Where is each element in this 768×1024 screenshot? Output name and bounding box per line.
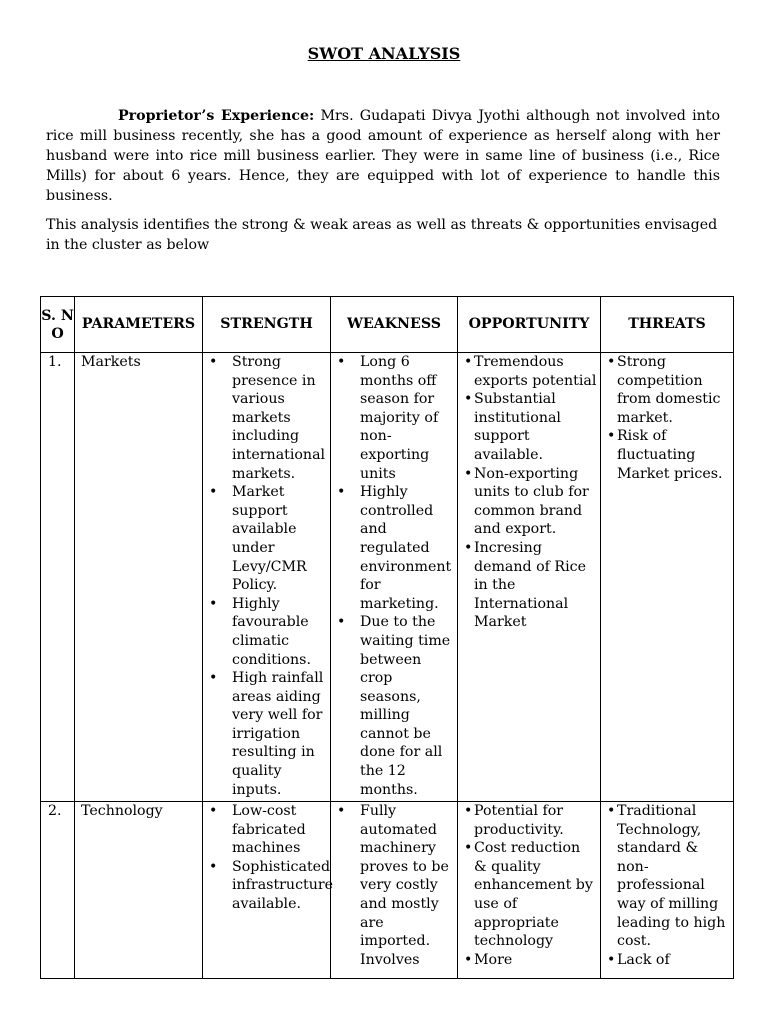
list-item: • Substantial institutional support available. [464, 390, 597, 464]
table-header-row [41, 297, 734, 353]
table-row [41, 802, 734, 979]
analysis-intro-paragraph: This analysis identifies the strong & weak areas as well as threats & opportunities envisaged in the cluster as below [46, 217, 718, 253]
list-item: • Sophisticated infrastructure available. [209, 858, 327, 914]
swot-table [40, 296, 734, 979]
proprietor-experience-paragraph [46, 106, 720, 206]
opportunity-cell [458, 353, 601, 802]
list-item: • Risk of fluctuating Market prices. [607, 427, 730, 483]
header-sno: S. N O [41, 297, 75, 353]
header-opportunity: OPPORTUNITY [458, 297, 601, 353]
list-item: • Fully automated machinery proves to be very costly and mostly are imported. Involves [337, 802, 454, 969]
list-item: • Highly favourable climatic conditions. [209, 595, 327, 669]
header-threats: THREATS [601, 297, 734, 353]
document-title: SWOT ANALYSIS [307, 44, 461, 63]
list-item: • Potential for productivity. [464, 802, 597, 839]
list-item: • Market support available under Levy/CMR Policy. [209, 483, 327, 595]
strength-cell [203, 802, 334, 979]
list-item: • Non-exporting units to club for common brand and export. [464, 465, 597, 539]
row-parameter: Technology [75, 802, 203, 979]
header-weakness: WEAKNESS [331, 297, 458, 353]
weakness-cell [331, 353, 458, 802]
strength-cell [203, 353, 331, 802]
list-item: • Strong competition from domestic market. [607, 353, 730, 427]
weakness-cell [331, 802, 458, 979]
threats-cell [601, 353, 734, 802]
list-item: • Strong presence in various markets including international markets. [209, 353, 327, 483]
row-sno: 2. [41, 802, 75, 979]
row-sno: 1. [41, 353, 75, 802]
list-item: • High rainfall areas aiding very well for irrigation resulting in quality inputs. [209, 669, 327, 799]
header-strength: STRENGTH [203, 297, 331, 353]
list-item: • Low-cost fabricated machines [209, 802, 327, 858]
list-item: • More [464, 951, 597, 970]
list-item: • Incresing demand of Rice in the International Market [464, 539, 597, 632]
list-item: • Cost reduction & quality enhancement by use of appropriate technology [464, 839, 597, 951]
list-item: • Tremendous exports potential [464, 353, 597, 390]
list-item: • Highly controlled and regulated environment for marketing. [337, 483, 454, 613]
list-item: • Long 6 months off season for majority of non-exporting units [337, 353, 454, 483]
table-row [41, 353, 734, 802]
row-parameter: Markets [75, 353, 203, 802]
list-item: • Due to the waiting time between crop seasons, milling cannot be done for all the 12 months. [337, 613, 454, 799]
header-parameters: PARAMETERS [75, 297, 203, 353]
threats-cell [601, 802, 734, 979]
paragraph-body: Mrs. Gudapati Divya Jyothi although not involved into rice mill business recently, she has a good amount of experience as herself along with her husband were into rice mill business earlier. They were in same line of business (i.e., Rice Mills) for about 6 years. Hence, they are equipped with lot of experience to handle this business. [46, 108, 720, 204]
list-item: • Lack of [607, 951, 730, 970]
opportunity-cell [458, 802, 601, 979]
paragraph-lead: Proprietor’s Experience: [118, 108, 315, 124]
list-item: • Traditional Technology, standard & non-professional way of milling leading to high cost. [607, 802, 730, 951]
